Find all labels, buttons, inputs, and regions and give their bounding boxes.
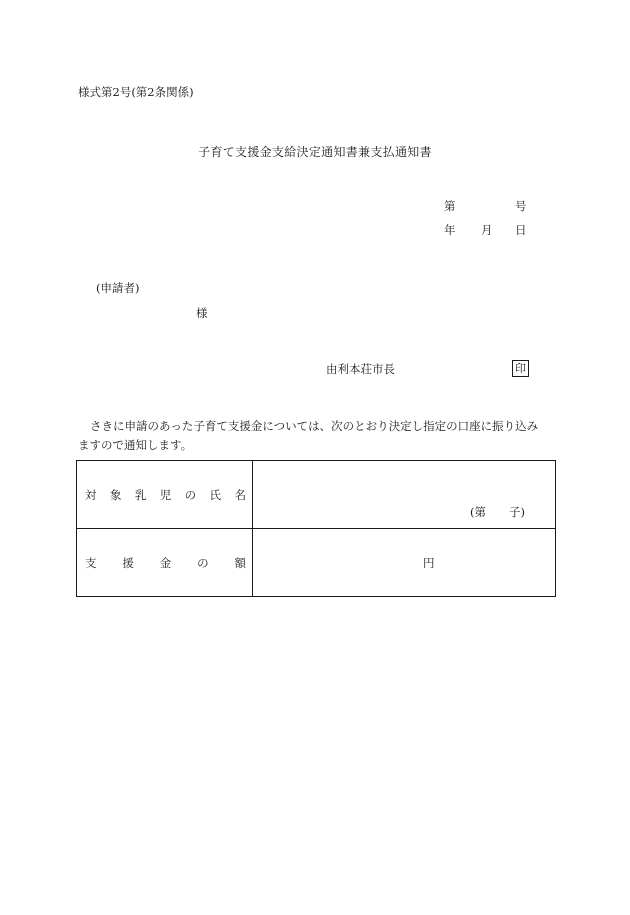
- child-order: (第 子): [470, 505, 525, 519]
- document-title: 子育て支援金支給決定通知書兼支払通知書: [198, 145, 432, 159]
- doc-number-prefix: 第: [444, 199, 456, 213]
- label-char: 児: [159, 487, 172, 502]
- notice-body: [78, 417, 560, 455]
- date-month: 月: [481, 223, 493, 237]
- form-number: 様式第2号(第2条関係): [78, 85, 194, 99]
- applicant-honorific: 様: [196, 306, 208, 320]
- label-char: 援: [122, 555, 134, 570]
- label-char: 対: [85, 487, 97, 502]
- label-char: の: [197, 555, 209, 570]
- info-table: [76, 460, 556, 597]
- label-char: 氏: [209, 487, 222, 502]
- issuer-name: 由利本荘市長: [326, 362, 395, 376]
- amount-label: [77, 555, 252, 571]
- child-name-value-cell[interactable]: [253, 461, 556, 529]
- label-char: 乳: [134, 487, 147, 502]
- yen-unit: 円: [423, 556, 435, 570]
- doc-number-suffix: 号: [515, 199, 527, 213]
- amount-label-cell: [77, 529, 253, 597]
- seal-mark: 印: [512, 360, 529, 377]
- label-char: 金: [159, 555, 172, 570]
- table-row-child-name: [77, 461, 556, 529]
- amount-value-cell[interactable]: [253, 529, 556, 597]
- label-char: の: [184, 487, 197, 502]
- date-day: 日: [515, 223, 527, 237]
- notice-body-line-2: ますので通知します。: [78, 438, 193, 452]
- date-year: 年: [444, 223, 456, 237]
- notice-body-line-1: さきに申請のあった子育て支援金については、次のとおり決定し指定の口座に振り込み: [90, 419, 539, 433]
- label-char: 支: [85, 555, 97, 570]
- child-name-label: [77, 487, 252, 503]
- applicant-label: (申請者): [96, 281, 140, 295]
- child-name-label-cell: [77, 461, 253, 529]
- label-char: 額: [234, 555, 246, 570]
- table-row-amount: [77, 529, 556, 597]
- label-char: 象: [109, 487, 122, 502]
- label-char: 名: [234, 487, 246, 502]
